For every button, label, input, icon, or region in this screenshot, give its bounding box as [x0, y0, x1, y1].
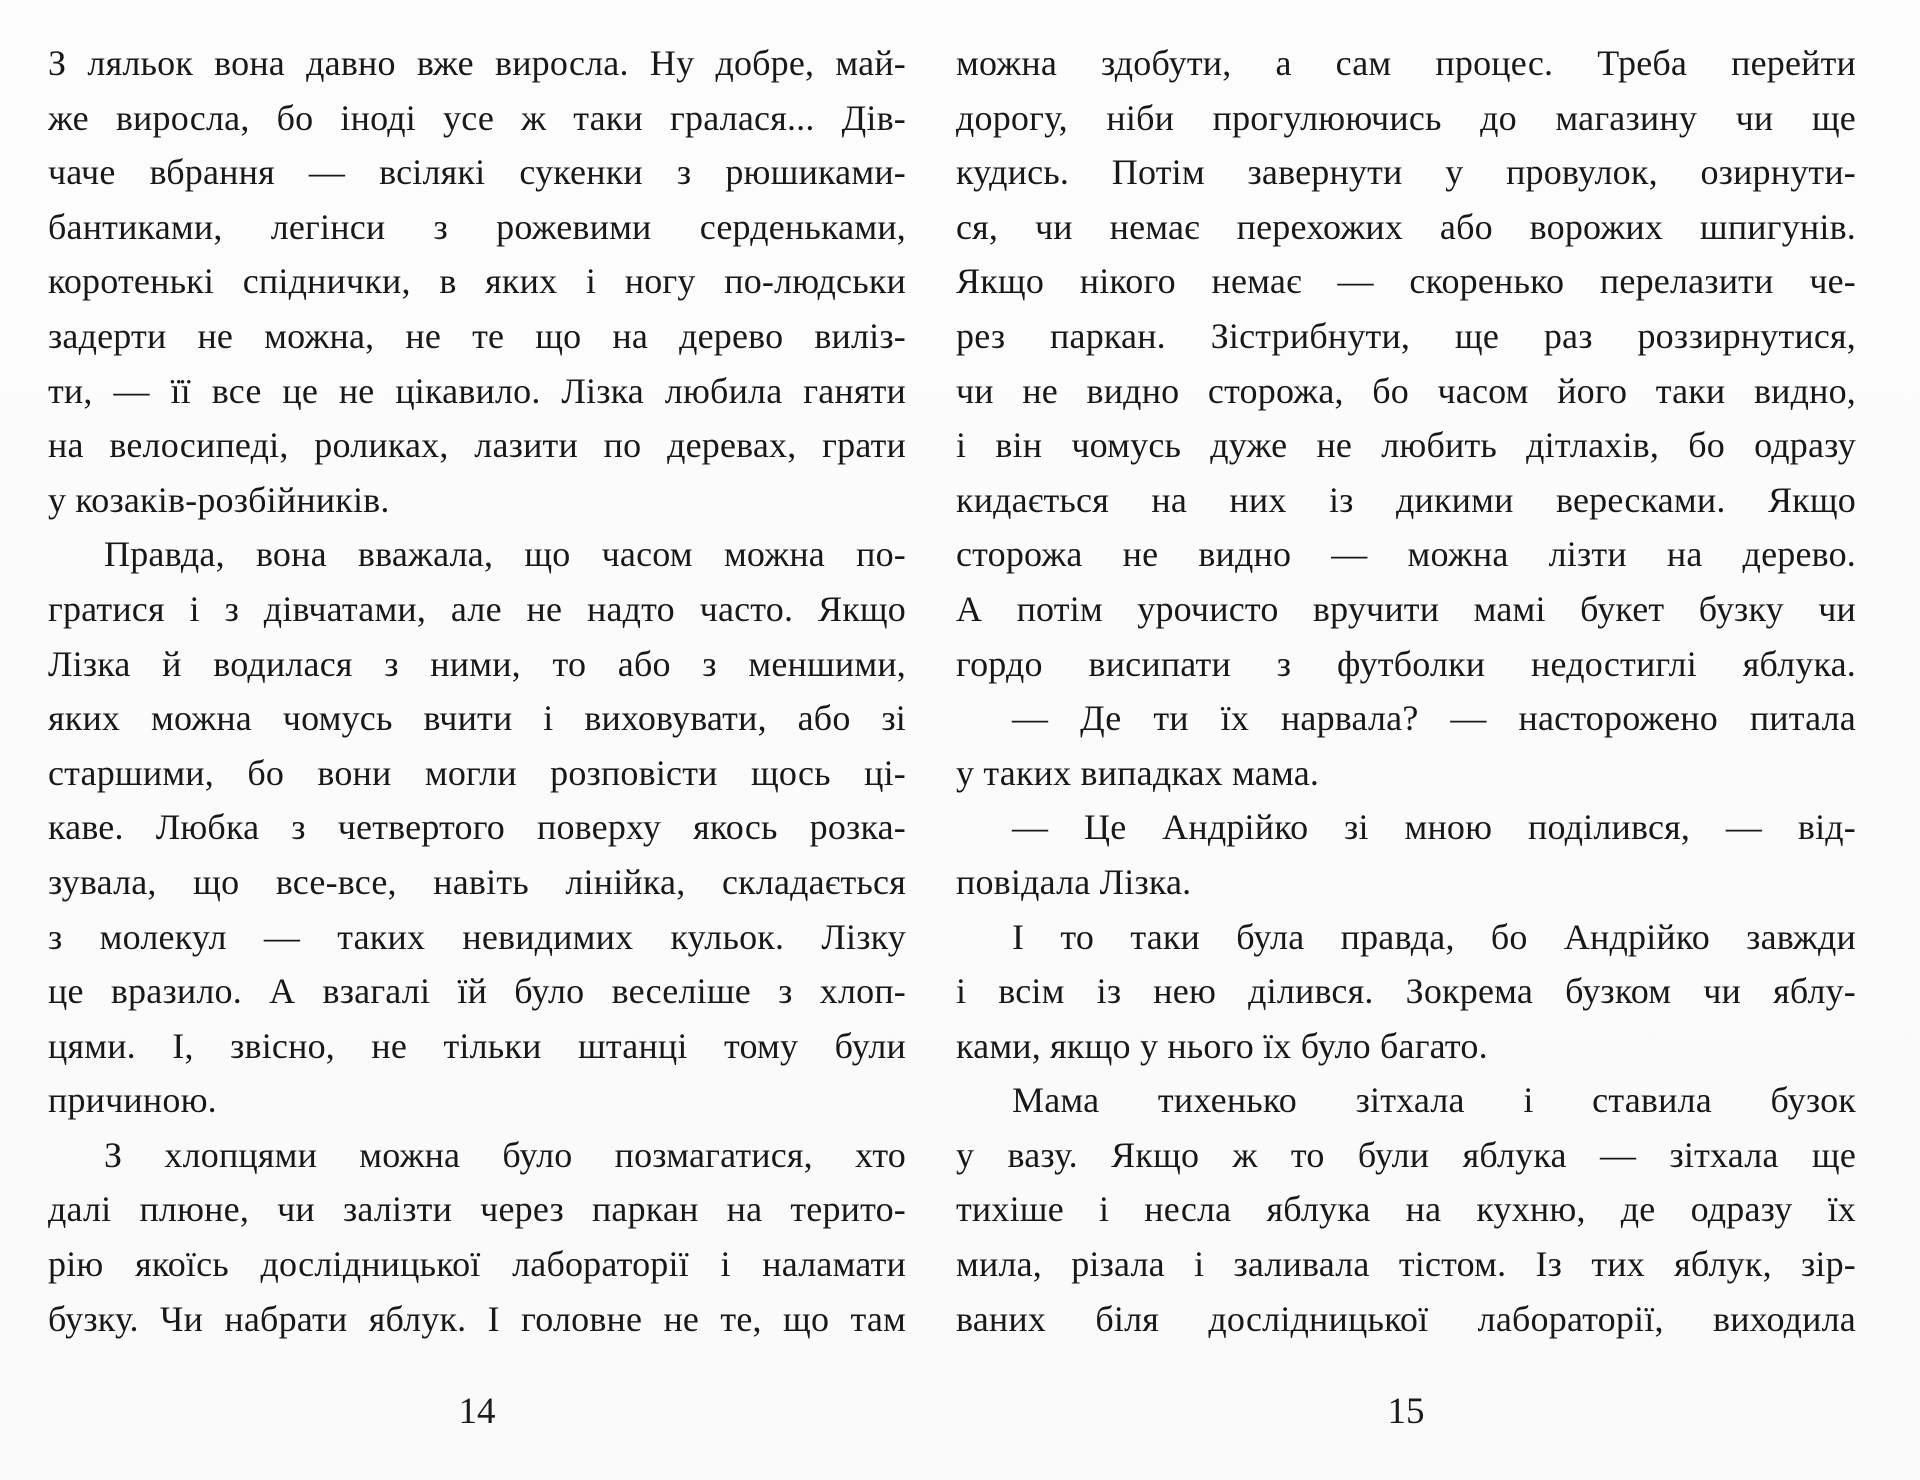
- text-line: і він чомусь дуже не любить дітлахів, бо одразу: [956, 425, 1856, 466]
- text-line: і всім із нею ділився. Зокрема бузком чи яблу-: [956, 971, 1856, 1012]
- text-line: з молекул — таких невидимих кульок. Лізку: [48, 916, 906, 957]
- text-line: цями. І, звісно, не тільки штанці тому були: [48, 1025, 906, 1066]
- text-line: Якщо нікого немає — скоренько перелазити че-: [956, 261, 1856, 302]
- text-line: тихіше і несла яблука на кухню, де одразу їх: [956, 1189, 1856, 1230]
- text-line: рію якоїсь дослідницької лабораторії і наламати: [48, 1244, 906, 1285]
- text-line: чаче вбрання — всілякі сукенки з рюшиками-: [48, 152, 906, 193]
- text-line: же виросла, бо іноді усе ж таки гралася... Дів-: [48, 97, 906, 138]
- text-line: Мама тихенько зітхала і ставила бузок: [1012, 1080, 1856, 1121]
- text-line: ти, — її все це не цікавило. Лізка любила ганяти: [48, 370, 906, 411]
- text-line: — Де ти їх нарвала? — насторожено питала: [1012, 698, 1856, 739]
- text-line: ся, чи немає перехожих або ворожих шпигунів.: [956, 206, 1856, 247]
- text-line: коротенькі спіднички, в яких і ногу по-людськи: [48, 261, 906, 302]
- text-line: чи не видно сторожа, бо часом його таки видно,: [956, 370, 1856, 411]
- text-line: задерти не можна, не те що на дерево виліз-: [48, 315, 906, 356]
- text-line: бантиками, легінси з рожевими серденьками,: [48, 206, 906, 247]
- text-line: З ляльок вона давно вже виросла. Ну добре, май-: [48, 43, 906, 83]
- text-line: повідала Лізка.: [956, 861, 1192, 902]
- text-line: можна здобути, а сам процес. Треба перейти: [956, 43, 1856, 83]
- text-line: Правда, вона вважала, що часом можна по-: [104, 534, 906, 575]
- text-line: мила, різала і заливала тістом. Із тих яблук, зір-: [956, 1244, 1856, 1285]
- text-line: рез паркан. Зістрибнути, ще раз роззирнутися,: [956, 315, 1856, 356]
- text-line: кудись. Потім завернути у провулок, озирнути-: [956, 152, 1856, 193]
- text-line: Лізка й водилася з ними, то або з меншими,: [48, 643, 906, 684]
- text-line: у вазу. Якщо ж то були яблука — зітхала ще: [956, 1134, 1856, 1175]
- page-left-text: [48, 36, 906, 1346]
- text-line: З хлопцями можна було позмагатися, хто: [104, 1134, 906, 1175]
- text-line: зувала, що все-все, навіть лінійка, складається: [48, 861, 906, 902]
- text-line: яких можна чомусь вчити і виховувати, або зі: [48, 698, 906, 739]
- page-left: [48, 36, 906, 1456]
- page-number-left: 14: [458, 1391, 496, 1432]
- text-line: у козаків-розбійників.: [48, 479, 390, 520]
- text-line: старшими, бо вони могли розповісти щось ці-: [48, 752, 906, 793]
- page-right-text: [956, 36, 1856, 1346]
- text-line: на велосипеді, роликах, лазити по деревах, грати: [48, 425, 906, 466]
- text-line: у таких випадках мама.: [956, 752, 1320, 793]
- text-line: А потім урочисто вручити мамі букет бузку чи: [956, 588, 1856, 629]
- text-line: ками, якщо у нього їх було багато.: [956, 1025, 1488, 1066]
- text-line: бузку. Чи набрати яблук. І головне не те, що там: [48, 1298, 906, 1339]
- text-line: гордо висипати з футболки недостиглі яблука.: [956, 643, 1856, 684]
- text-line: гратися і з дівчатами, але не надто часто. Якщо: [48, 588, 906, 629]
- page-number-right: 15: [1387, 1391, 1425, 1432]
- text-line: далі плюне, чи залізти через паркан на терито-: [48, 1189, 906, 1230]
- text-line: сторожа не видно — можна лізти на дерево.: [956, 534, 1856, 575]
- page-right: [956, 36, 1856, 1456]
- text-line: ваних біля дослідницької лабораторії, виходила: [956, 1298, 1856, 1339]
- text-line: кидається на них із дикими вересками. Якщо: [956, 479, 1856, 520]
- text-line: це вразило. А взагалі їй було веселіше з хлоп-: [48, 971, 906, 1012]
- text-line: каве. Любка з четвертого поверху якось розка-: [48, 807, 906, 848]
- text-line: причиною.: [48, 1080, 217, 1121]
- text-line: — Це Андрійко зі мною поділився, — від-: [1012, 807, 1856, 848]
- text-line: І то таки була правда, бо Андрійко завжди: [1012, 916, 1856, 957]
- text-line: дорогу, ніби прогулюючись до магазину чи ще: [956, 97, 1856, 138]
